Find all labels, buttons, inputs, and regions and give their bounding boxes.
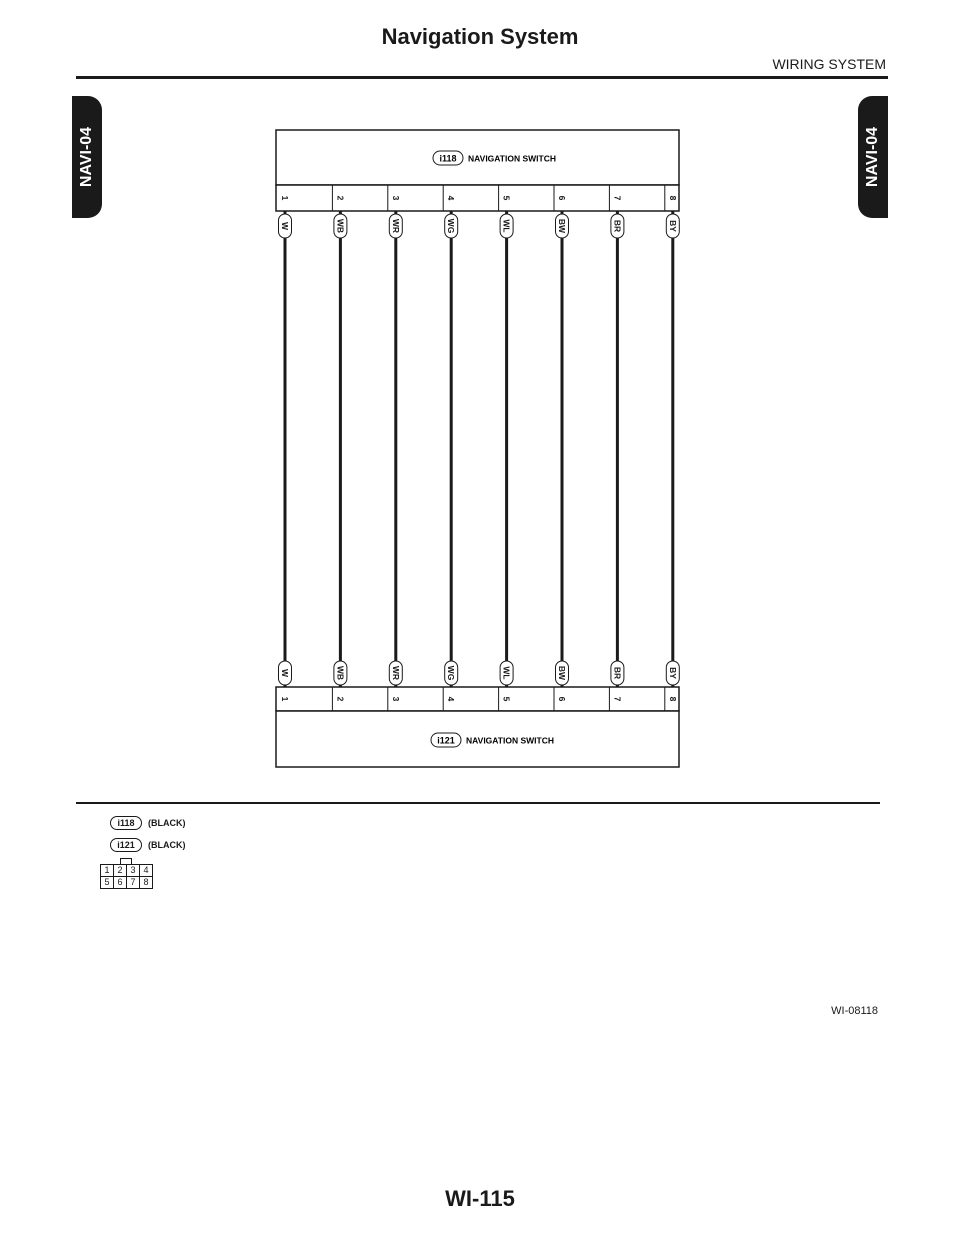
wire-color-label: WR xyxy=(390,665,401,681)
pin-cell: 6 xyxy=(114,877,127,889)
wire-group xyxy=(279,211,680,687)
top-pin-number: 6 xyxy=(557,195,567,201)
wire-color-label: BY xyxy=(667,220,678,232)
pin-cell: 8 xyxy=(140,877,153,889)
legend-divider xyxy=(76,802,880,804)
bottom-pin-number: 8 xyxy=(667,696,678,702)
bottom-pin-number: 3 xyxy=(390,696,401,702)
wire-color-label: BW xyxy=(557,665,567,681)
top-pin-number: 3 xyxy=(390,195,401,201)
wire-color-label: W xyxy=(280,668,290,678)
wire-color-label: BW xyxy=(557,218,567,234)
pin-cell: 1 xyxy=(101,865,114,877)
top-pin-number: 2 xyxy=(335,195,346,201)
top-pin-number: 5 xyxy=(501,195,512,201)
wire-color-label: WL xyxy=(501,666,512,680)
connector-pin-layout xyxy=(100,864,153,889)
bottom-connector-id: i121 xyxy=(437,735,455,746)
wire-color-label: WG xyxy=(446,665,457,681)
pin-cell: 2 xyxy=(114,865,127,877)
top-connector-id: i118 xyxy=(439,153,457,164)
top-pin-number: 7 xyxy=(612,195,623,201)
side-tab-right-label: NAVI-04 xyxy=(864,126,881,188)
pin-row xyxy=(101,865,153,877)
wire-color-label: BR xyxy=(612,219,623,233)
bottom-connector-name: NAVIGATION SWITCH xyxy=(466,735,554,746)
top-connector-name: NAVIGATION SWITCH xyxy=(468,153,556,164)
wire-color-label: WB xyxy=(335,218,346,234)
bottom-pin-number: 2 xyxy=(335,696,346,702)
top-connector-block xyxy=(276,130,679,211)
bottom-pin-number: 1 xyxy=(280,696,290,702)
pin-row xyxy=(101,877,153,889)
top-pin-number: 4 xyxy=(446,195,457,201)
legend-row-i118 xyxy=(110,815,186,831)
legend-connector-color: (BLACK) xyxy=(148,840,186,850)
figure-code: WI-08118 xyxy=(831,1005,878,1017)
bottom-pin-number: 5 xyxy=(501,696,512,702)
bottom-pin-number: 6 xyxy=(557,696,567,702)
legend-connector-id: i121 xyxy=(110,838,142,852)
top-pin-number: 8 xyxy=(667,195,678,201)
page-title: Navigation System xyxy=(381,24,579,49)
page-number: WI-115 xyxy=(445,1186,515,1211)
side-tab-left-label: NAVI-04 xyxy=(78,126,95,188)
wire-color-label: WR xyxy=(390,218,401,234)
pin-cell: 7 xyxy=(127,877,140,889)
legend-connector-id: i118 xyxy=(110,816,142,830)
wire-color-label: BY xyxy=(667,667,678,679)
bottom-pin-number: 7 xyxy=(612,696,623,702)
bottom-pin-number: 4 xyxy=(446,696,457,702)
wire-color-label: WB xyxy=(335,665,346,681)
legend-connector-color: (BLACK) xyxy=(148,818,186,828)
wire-color-label: WG xyxy=(446,218,457,234)
wire-color-label: WL xyxy=(501,219,512,233)
wire-color-label: BR xyxy=(612,666,623,680)
bottom-connector-block xyxy=(276,687,679,767)
pin-cell: 3 xyxy=(127,865,140,877)
wire-color-label: W xyxy=(280,221,290,231)
top-pin-number: 1 xyxy=(280,195,290,201)
pin-cell: 5 xyxy=(101,877,114,889)
legend-row-i121 xyxy=(110,837,186,853)
pin-cell: 4 xyxy=(140,865,153,877)
section-title: WIRING SYSTEM xyxy=(772,56,886,72)
